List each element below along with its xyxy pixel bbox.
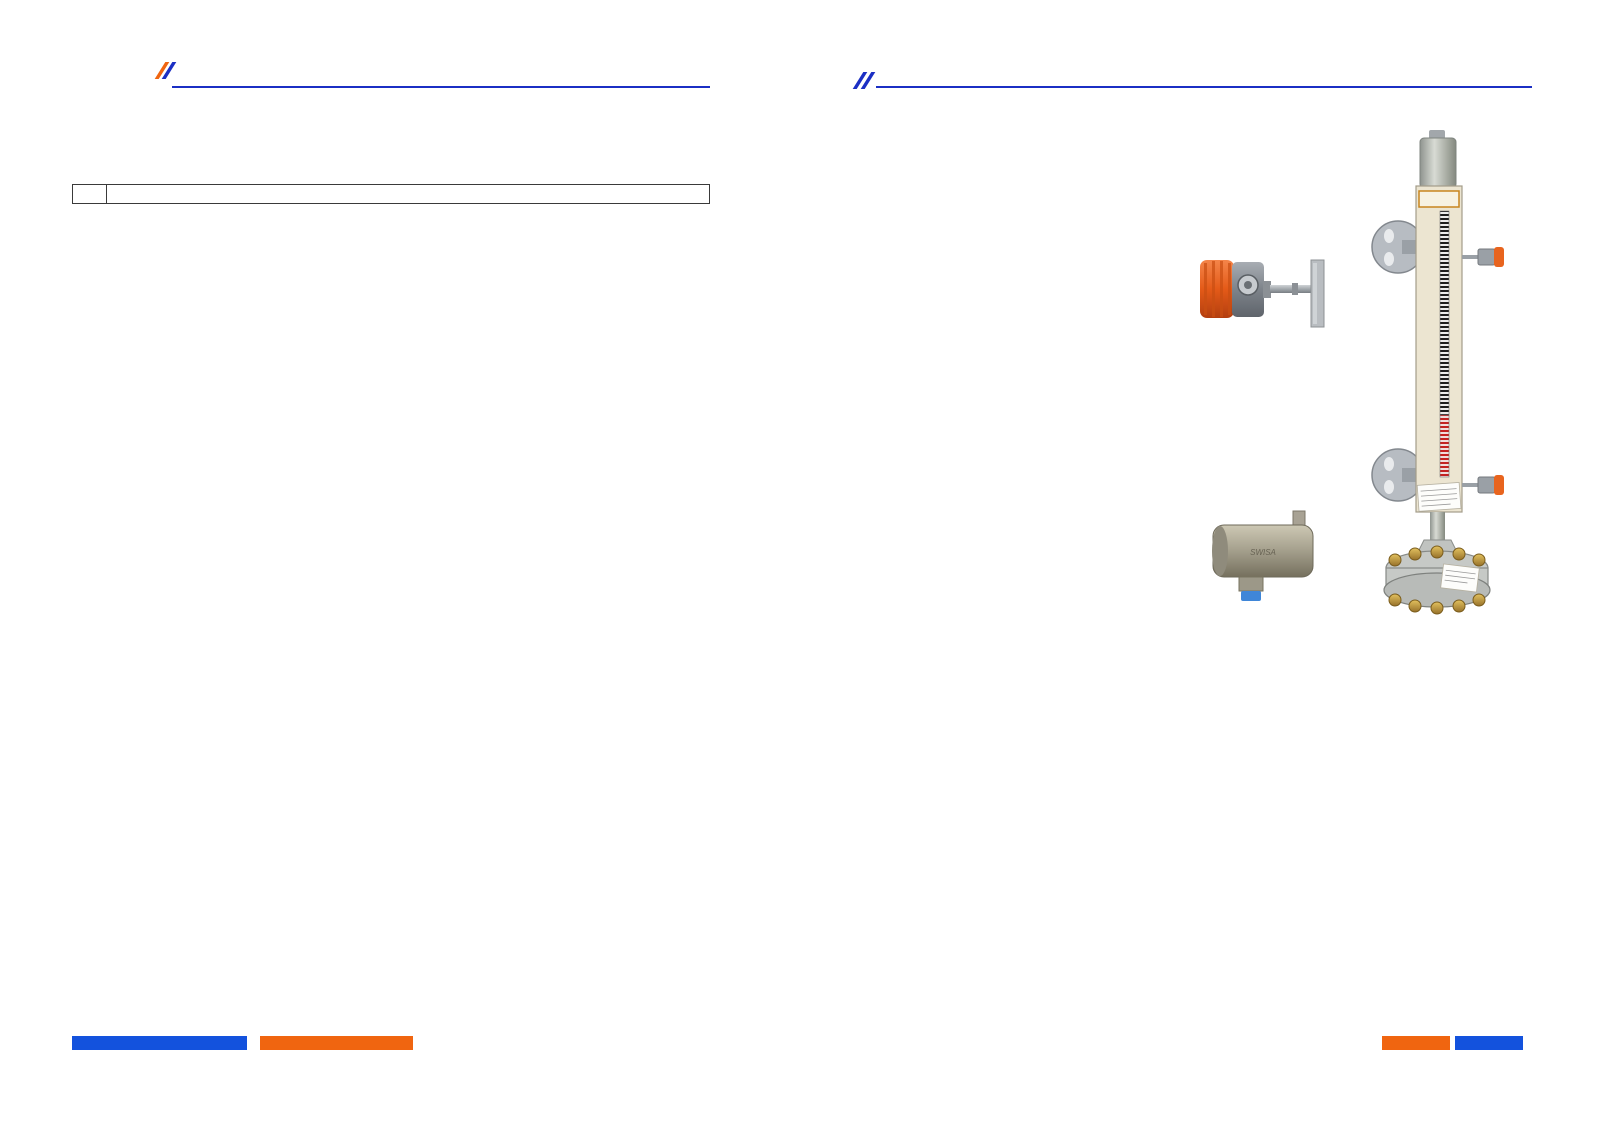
table-row [73,185,709,203]
right-header-rule [876,86,1532,88]
base-model-table [72,184,710,204]
option-desc [107,185,114,203]
right-footer-bar-blue [1455,1036,1523,1050]
right-footer-bar-orange [1382,1036,1450,1050]
option-code [73,185,107,203]
left-footer-bar-orange [260,1036,413,1050]
level-gauge-product-photo [1370,128,1535,648]
ses300-brand-mark: SWISA [1250,548,1276,557]
ses300-product-photo [1205,505,1325,605]
left-footer-bar-blue [72,1036,247,1050]
left-header-rule [172,86,710,88]
ses100-product-photo [1180,243,1335,338]
